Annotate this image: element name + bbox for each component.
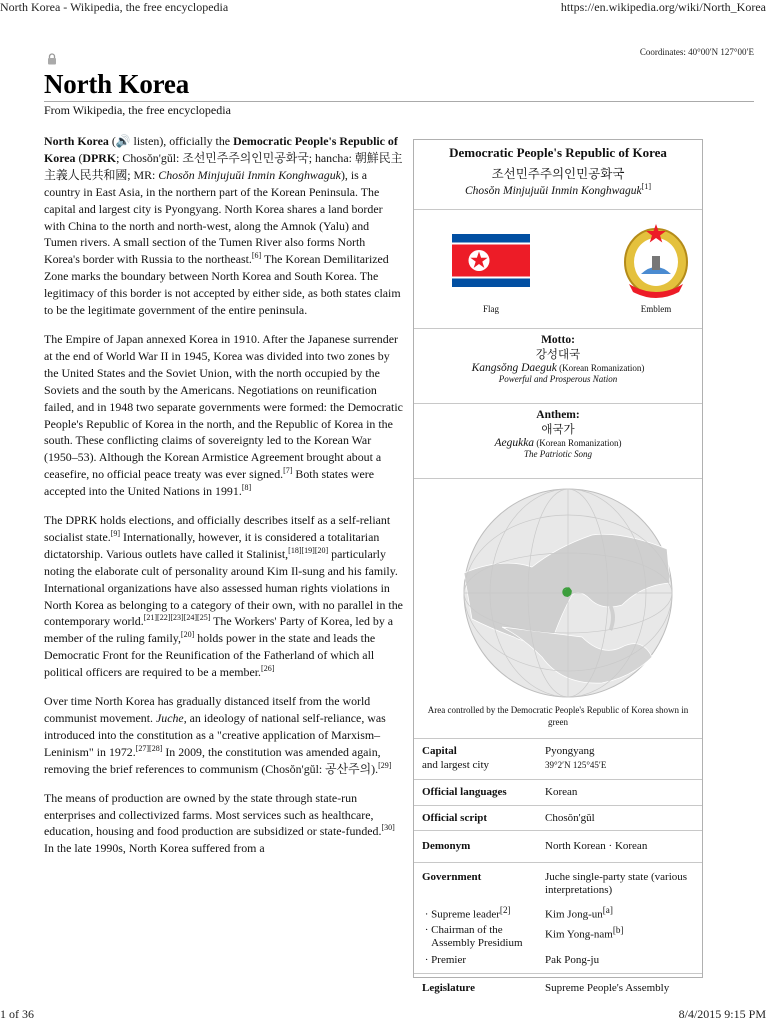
capital-label: Capital — [422, 745, 457, 757]
legislature-value[interactable]: Supreme People's Assembly — [545, 982, 670, 995]
infobox-row-premier: · Premier Pak Pong-ju — [414, 954, 702, 967]
paragraph-politics: The DPRK holds elections, and officially describes itself as a self-reliant socialist state.[9] Internationally, however, it is considered a totalitarian dictatorship. Various outlets have called it Stalinist,[18][19][20] particularly noting the elaborate cult of personality around Kim Il-sung and his family. International organizations have also assessed human rights violations in North Korea as belonging to a category of their own, with no parallel in the contemporary world.[21][22][23][24][25] The Workers' Party of Korea, led by a member of the ruling family,[20] holds power in the state and leads the Democratic Front for the Reunification of the Fatherland of which all political officers are required to be a member.[26] — [44, 513, 403, 680]
paragraph-economy: The means of production are owned by the state through state-run enterprises and collectivized farms. Most services such as healthcare, education, housing and food production are subsidized or state-funded.[30] In the late 1990s, North Korea suffered from a — [44, 790, 395, 856]
print-datetime: 8/4/2015 9:15 PM — [678, 1007, 766, 1021]
coordinates[interactable]: Coordinates: 40°00′N 127°00′E — [639, 47, 754, 57]
infobox-row-government — [414, 862, 702, 901]
reference-link[interactable]: [2] — [499, 904, 511, 915]
premier-value[interactable]: Pak Pong-ju — [545, 954, 600, 967]
infobox-name-korean: 조선민주주의인민공화국 — [491, 167, 625, 181]
government-value[interactable]: Juche single-party state (various interpretations) — [545, 870, 688, 896]
motto-korean: 강성대국 — [535, 349, 581, 361]
infobox-name: Democratic People's Republic of Korea — [449, 145, 667, 160]
paragraph-ideology: Over time North Korea has gradually distanced itself from the world communist movement. Juche, an ideology of national self-reliance, was introduced into the constitution as a "creative application of Marxism–Leninism" in 1972.[27][28] In 2009, the constitution was amended again, removing the brief references to communism (Chosŏn'gŭl: 공산주의).[29] — [44, 694, 392, 776]
infobox-row-supreme-leader: · Supreme leader[2] Kim Jong-un[a] — [422, 904, 613, 921]
infobox-row-demonym — [414, 830, 702, 862]
footnote-link[interactable]: [b] — [612, 925, 624, 936]
infobox-row-official-script — [414, 805, 702, 831]
infobox — [413, 139, 703, 995]
demonym-value[interactable]: North Korean · Korean — [545, 840, 648, 852]
title-divider — [44, 101, 754, 102]
capital-coordinates[interactable]: 39°2′N 125°45′E — [545, 759, 607, 770]
legislature-label: Legislature — [422, 982, 475, 995]
paragraph-intro: North Korea (🔊 listen), officially the Democratic People's Republic of Korea (DPRK; Chosŏn'gŭl: 조선민주주의인민공화국; hancha: 朝鮮民主主義人民共和國; MR: Chosŏn Minjujuŭi Inmin Konghwaguk), is a country in East Asia, in the northern part of the Korean Peninsula. The capital and largest city is Pyongyang. North Korea shares a land border with China to the north and north-west, along the Amnok (Yalu) and Tumen rivers. A small section of the Tumen River also forms North Korea's border with Russia to the northeast.[6] The Korean Demilitarized Zone marks the boundary between North Korea and South Korea. The legitimacy of this border is not accepted by either side, as both states claim to be the legitimate government of the entire peninsula. — [44, 134, 403, 318]
premier-label[interactable]: Premier — [431, 954, 466, 967]
motto-english: Powerful and Prosperous Nation — [498, 374, 618, 384]
chairman-label[interactable]: Chairman of the Assembly Presidium — [431, 924, 523, 950]
page-title: North Korea — [44, 69, 190, 99]
footnote-link[interactable]: [a] — [602, 904, 613, 915]
official-script-value[interactable]: Chosŏn'gŭl — [545, 811, 595, 824]
tagline: From Wikipedia, the free encyclopedia — [44, 103, 231, 117]
official-languages-value[interactable]: Korean — [545, 786, 578, 798]
infobox-row-capital — [414, 738, 702, 779]
page-header-url[interactable]: https://en.wikipedia.org/wiki/North_Korea — [560, 0, 766, 14]
page-header-title: North Korea - Wikipedia, the free encyclopedia — [0, 0, 229, 14]
chairman-value[interactable]: Kim Yong-nam — [545, 928, 613, 941]
north-korea-flag-icon[interactable] — [452, 234, 530, 287]
state-emblem-icon[interactable] — [619, 218, 693, 301]
demonym-label: Demonym — [422, 840, 471, 852]
infobox-anthem — [414, 409, 702, 479]
anthem-romanized: Aegukka (Korean Romanization) — [494, 437, 622, 449]
globe-map-icon[interactable] — [462, 487, 674, 699]
page-number: 1 of 36 — [0, 1007, 34, 1021]
flag-caption: Flag — [482, 304, 499, 314]
motto-label: Motto: — [541, 334, 575, 346]
capital-value[interactable]: Pyongyang — [545, 745, 595, 757]
capital-label-cont: and largest city — [422, 758, 489, 771]
motto-romanized: Kangsŏng Daeguk (Korean Romanization) — [471, 362, 645, 374]
anthem-english: The Patriotic Song — [524, 449, 592, 459]
reference-link[interactable]: [1] — [641, 182, 651, 191]
infobox-row-official-languages — [414, 779, 702, 805]
infobox-row-legislature — [414, 973, 702, 1001]
anthem-label: Anthem: — [536, 409, 580, 421]
infobox-symbols — [414, 210, 702, 329]
infobox-header — [414, 140, 702, 210]
infobox-name-romanized: Chosŏn Minjujuŭi Inmin Konghwaguk[1] — [465, 182, 651, 197]
lock-icon — [47, 53, 57, 65]
government-label: Government — [422, 870, 482, 883]
infobox-map — [414, 479, 702, 738]
infobox-motto — [414, 334, 702, 404]
leader-value[interactable]: Kim Jong-un — [545, 908, 603, 921]
map-caption: Area controlled by the Democratic People's Republic of Korea shown in green — [427, 705, 689, 727]
article-body — [44, 133, 404, 869]
official-languages-label: Official languages — [422, 786, 507, 798]
official-script-label: Official script — [422, 811, 488, 824]
paragraph-history: The Empire of Japan annexed Korea in 1910. After the Japanese surrender at the end of World War II in 1945, Korea was divided into two zones by the United States and the Soviet Union, with the north occupied by the Soviets and the south by the Americans. Negotiations on reunification failed, and in 1948 two separate governments were formed: the Democratic People's Republic of Korea in the north, and the Republic of Korea in the south. These conflicting claims of sovereignty led to the Korean War (1950–53). Although the Korean Armistice Agreement brought about a ceasefire, no official peace treaty was ever signed.[7] Both states were accepted into the United Nations in 1991.[8] — [44, 331, 403, 499]
emblem-caption: Emblem — [640, 304, 672, 314]
anthem-korean: 애국가 — [541, 424, 575, 436]
leader-label[interactable]: Supreme leader — [431, 908, 500, 921]
infobox-row-chairman: · Chairman of the Assembly Presidium Kim Yong-nam[b] — [422, 924, 624, 950]
